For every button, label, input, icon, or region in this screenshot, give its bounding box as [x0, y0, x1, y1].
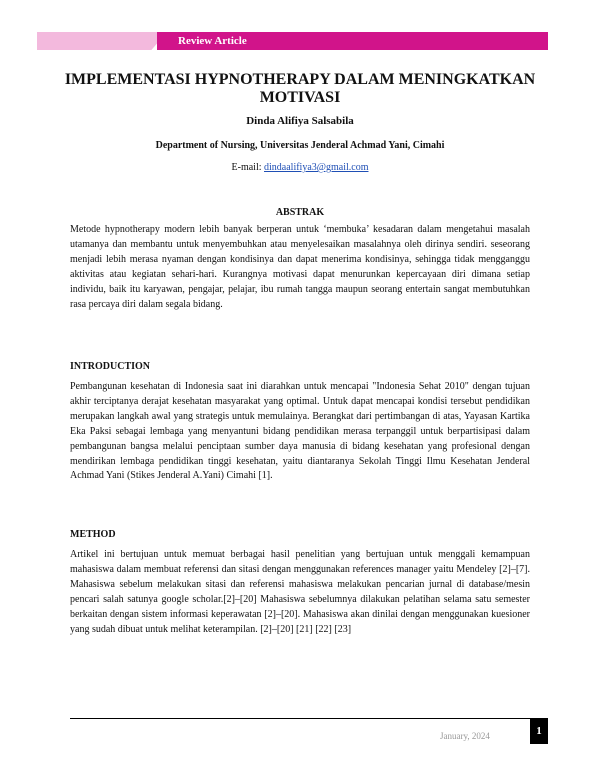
article-type-label: Review Article: [178, 35, 247, 47]
paper-title: IMPLEMENTASI HYPNOTHERAPY DALAM MENINGKATKAN MOTIVASI: [64, 71, 536, 106]
email-link[interactable]: dindaalifiya3@gmail.com: [264, 162, 369, 173]
footer-date: January, 2024: [440, 731, 490, 741]
footer-divider: [70, 718, 548, 719]
author-email: [0, 162, 600, 173]
author-name: Dinda Alifiya Salsabila: [246, 115, 354, 127]
email-label: E-mail:: [231, 162, 262, 173]
header-banner-accent: [37, 32, 167, 50]
introduction-heading: INTRODUCTION: [70, 361, 151, 372]
abstract-heading: ABSTRAK: [275, 207, 325, 218]
author-affiliation: Department of Nursing, Universitas Jenderal Achmad Yani, Cimahi: [155, 140, 445, 151]
abstract-text: Metode hypnotherapy modern lebih banyak berperan untuk ‘membuka’ kesadaran dalam mengetahui masalah utamanya dan membantu untuk menyembuhkan atau menyelesaikan masalahnya oleh dirinya sendiri. seseorang menjadi lebih merasa nyaman dengan kondisinya dan dapat menerima kondisinya, sehingga tidak mengganggu aktivitas atau kegiatan sehari-hari. Kurangnya motivasi dapat menurunkan kepercayaan diri dimana setiap individu, baik itu karyawan, pengajar, pelajar, ibu rumah tangga maupun seorang entertain sangat membutuhkan rasa percaya diri dalam segala bidang.: [70, 224, 530, 310]
method-text: Artikel ini bertujuan untuk memuat berbagai hasil penelitian yang bertujuan untuk menggali kemampuan mahasiswa dalam membuat referensi dan sitasi dengan menggunakan references manager yaitu Mendeley [2]–[7]. Mahasiswa sebelum melakukan sitasi dan referensi mahasiswa melakukan pencarian jurnal di database/mesin pencari salah satunya google scholar.[2]–[20] Mahasiswa sebelumnya dilakukan pelatihan selama satu semester berkaitan dengan sistem informasi keperawatan [2]–[20]. Mahasiswa akan dinilai dengan menggunakan kuesioner yang sudah dibuat untuk melihat keterampilan. [2]–[20] [21] [22] [23]: [70, 549, 530, 635]
introduction-text: Pembangunan kesehatan di Indonesia saat ini diarahkan untuk mencapai "Indonesia Sehat 2010" dengan tujuan akhir terciptanya derajat kesehatan masyarakat yang optimal. Untuk dapat mencapai kondisi tersebut pendidikan merupakan langkah awal yang strategis untuk memulainya. Berangkat dari pertimbangan di atas, Yayasan Kartika Eka Paksi sebagai lembaga yang menyantuni bidang pendidikan merasa terpanggil untuk berpartisipasi dalam pembangunan bangsa melalui penciptaan sumber daya manusia di bidang kesehatan yang profesional dengan mendirikan lembaga pendidikan tinggi kesehatan, yaitu diantaranya Sekolah Tinggi Ilmu Kesehatan Jenderal Achmad Yani (Stikes Jenderal A.Yani) Cimahi [1].: [70, 381, 530, 482]
method-heading: METHOD: [70, 529, 116, 540]
page-number: 1: [530, 718, 548, 744]
